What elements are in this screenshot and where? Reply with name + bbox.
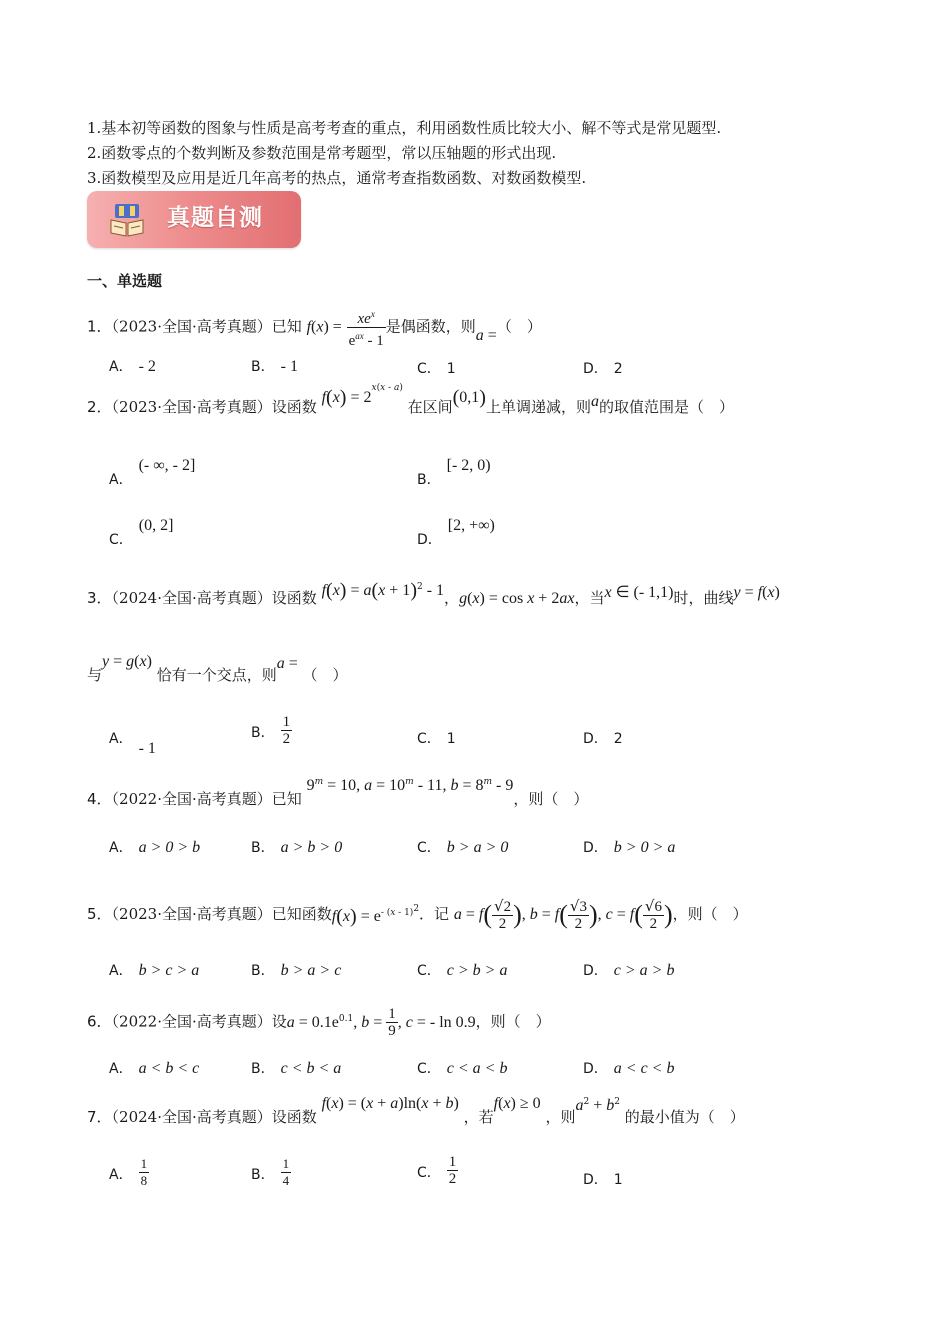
question-text: 是偶函数，则 (385, 317, 476, 336)
question-text: ，则 (545, 1108, 576, 1126)
question-text: ，当 (574, 589, 605, 607)
question-text: 设函数 (271, 398, 317, 416)
intro-line-3: 3.函数模型及应用是近几年高考的热点，通常考查指数函数、对数函数模型. (87, 169, 587, 187)
question-source: （2023·全国·高考真题） (111, 905, 272, 923)
question-text: 上单调递减，则 (485, 398, 591, 416)
question-source: （2023·全国·高考真题） (111, 317, 272, 336)
question-text: ．记 (419, 905, 450, 923)
question-text: 的取值范围是（ ） (598, 398, 734, 416)
option-b[interactable]: B． c < b < a (251, 1060, 342, 1077)
question-text: 已知 (271, 317, 302, 336)
question-source: （2024·全国·高考真题） (111, 1108, 272, 1126)
question-text: 时，曲线 (673, 589, 734, 607)
question-text: ， (444, 589, 460, 607)
option-a[interactable]: A．- 1 (109, 731, 156, 757)
question-7: 7．（2024·全国·高考真题）设函数 f(x) = (x + a)ln(x + b) ，若f(x) ≥ 0 ，则$a^2 + b^2$ 的最小值为（ ） (87, 1095, 745, 1126)
option-c[interactable]: C． $\frac{1}{2}$ (417, 1154, 457, 1187)
question-text: ，则（ ） (513, 790, 589, 808)
question-number: 5． (87, 905, 112, 923)
option-b[interactable]: B． $\frac{1}{2}$ (251, 714, 291, 747)
option-a[interactable]: A． b > c > a (109, 962, 200, 979)
formula: $a = 0.1e^{0.1}$, b = $\frac{1}{9}$ , c = - ln 0.9 (286, 1006, 476, 1039)
question-source: （2022·全国·高考真题） (111, 1012, 272, 1031)
question-source: （2023·全国·高考真题） (111, 398, 272, 416)
option-a[interactable]: A． - 2 (109, 358, 156, 375)
option-a[interactable]: A． $\frac{1}{8}$ (109, 1156, 148, 1188)
option-d[interactable]: D． 2 (583, 731, 623, 747)
question-text: ，则（ ） (475, 1012, 551, 1031)
option-b[interactable]: B． - 1 (251, 358, 298, 375)
option-c[interactable]: C． c < a < b (417, 1060, 508, 1077)
question-3: 3．（2024·全国·高考真题）设函数 $f(x) = a(x + 1)^2 - 1$，g(x) = cos x + 2ax，当x ∈ (- 1,1)时，曲线y = f(x) (87, 579, 780, 607)
intro-line-1: 1.基本初等函数的图象与性质是高考考查的重点，利用函数性质比较大小、解不等式是常见题型. (87, 119, 722, 137)
question-text: ，则（ ） (672, 905, 748, 923)
question-source: （2024·全国·高考真题） (111, 589, 272, 607)
banner-title: 真题自测 (167, 205, 263, 231)
question-2: 2．（2023·全国·高考真题）设函数 $f(x) = 2^{x(x - a)}$ 在区间(0,1)上单调递减，则a的取值范围是（ ） (87, 383, 734, 416)
question-number: 3． (87, 589, 112, 607)
option-d[interactable]: D． 2 (583, 361, 623, 377)
book-reading-icon (109, 202, 145, 238)
formula: f (306, 318, 312, 336)
formula: $9^m = 10$, $a = 10^m - 11$, $b = 8^m - 9$ (306, 777, 514, 794)
option-c[interactable]: C． 1 (417, 731, 456, 747)
formula: f(x) = (x + a)ln(x + b) (321, 1095, 459, 1112)
question-source: （2022·全国·高考真题） (111, 790, 272, 808)
question-number: 7． (87, 1108, 112, 1126)
question-number: 6． (87, 1012, 112, 1031)
question-4 (87, 777, 589, 809)
option-a[interactable]: A． a > 0 > b (109, 839, 201, 856)
question-number: 4． (87, 790, 112, 808)
option-c[interactable]: C． b > a > 0 (417, 839, 509, 856)
option-a[interactable]: A．(- ∞, - 2] (109, 457, 196, 488)
option-d[interactable]: D．[2, +∞) (417, 517, 495, 548)
question-text: ，若 (463, 1108, 494, 1126)
question-text: 在区间 (407, 398, 453, 416)
option-b[interactable]: B． $\frac{1}{4}$ (251, 1156, 290, 1188)
section-heading: 一、单选题 (87, 272, 163, 290)
question-text: 的最小值为（ ） (624, 1108, 745, 1126)
formula: a = f( $\frac{√2}{2}$ ), b = f( $\frac{√3}{2}$ ), c = f( $\frac{√6}{2}$ ) (453, 897, 673, 932)
option-b[interactable]: B． a > b > 0 (251, 839, 343, 856)
question-3-line-2: 与y = g(x) 恰有一个交点，则a = （ ） (87, 653, 348, 684)
option-b[interactable]: B．[- 2, 0) (417, 457, 491, 488)
question-text: 设 (271, 1012, 287, 1031)
question-number: 2． (87, 398, 112, 416)
option-d[interactable]: D． 1 (583, 1172, 623, 1188)
question-text: 设函数 (271, 589, 317, 607)
section-banner (87, 191, 301, 248)
option-c[interactable]: C． c > b > a (417, 962, 508, 979)
question-1: 1．（2023·全国·高考真题）已知 f(x) = $\frac{xe^x}{e^{ax} - 1}$ 是偶函数，则a =（ ） (87, 306, 542, 349)
question-text: （ ） (302, 666, 348, 684)
question-text: （ ） (496, 317, 542, 336)
option-d[interactable]: D． c > a > b (583, 962, 675, 979)
question-text: 已知函数 (271, 905, 332, 923)
question-6 (87, 1006, 551, 1039)
option-c[interactable]: C．(0, 2] (109, 517, 174, 548)
option-d[interactable]: D． b > 0 > a (583, 839, 676, 856)
question-text: 恰有一个交点，则 (156, 666, 277, 684)
question-text: 与 (87, 666, 103, 684)
question-text: 已知 (271, 790, 302, 808)
option-c[interactable]: C． 1 (417, 361, 456, 377)
intro-notes (87, 116, 721, 191)
option-b[interactable]: B． b > a > c (251, 962, 342, 979)
question-number: 1． (87, 317, 112, 336)
formula-fraction: $\frac{xe^x}{e^{ax} - 1}$ (347, 306, 386, 349)
option-d[interactable]: D． a < c < b (583, 1060, 675, 1077)
intro-line-2: 2.函数零点的个数判断及参数范围是常考题型，常以压轴题的形式出现. (87, 144, 557, 162)
question-5: 5．（2023·全国·高考真题）已知函数$f(x) = e^{- (x - 1)^2}$．记 a = f( $\frac{√2}{2}$ ), b = f( $\frac{√3}{2}$ ), c = f( $\frac{√6}{2}$ )，则（ ） (87, 897, 748, 932)
option-a[interactable]: A． a < b < c (109, 1060, 200, 1077)
question-text: 设函数 (271, 1108, 317, 1126)
